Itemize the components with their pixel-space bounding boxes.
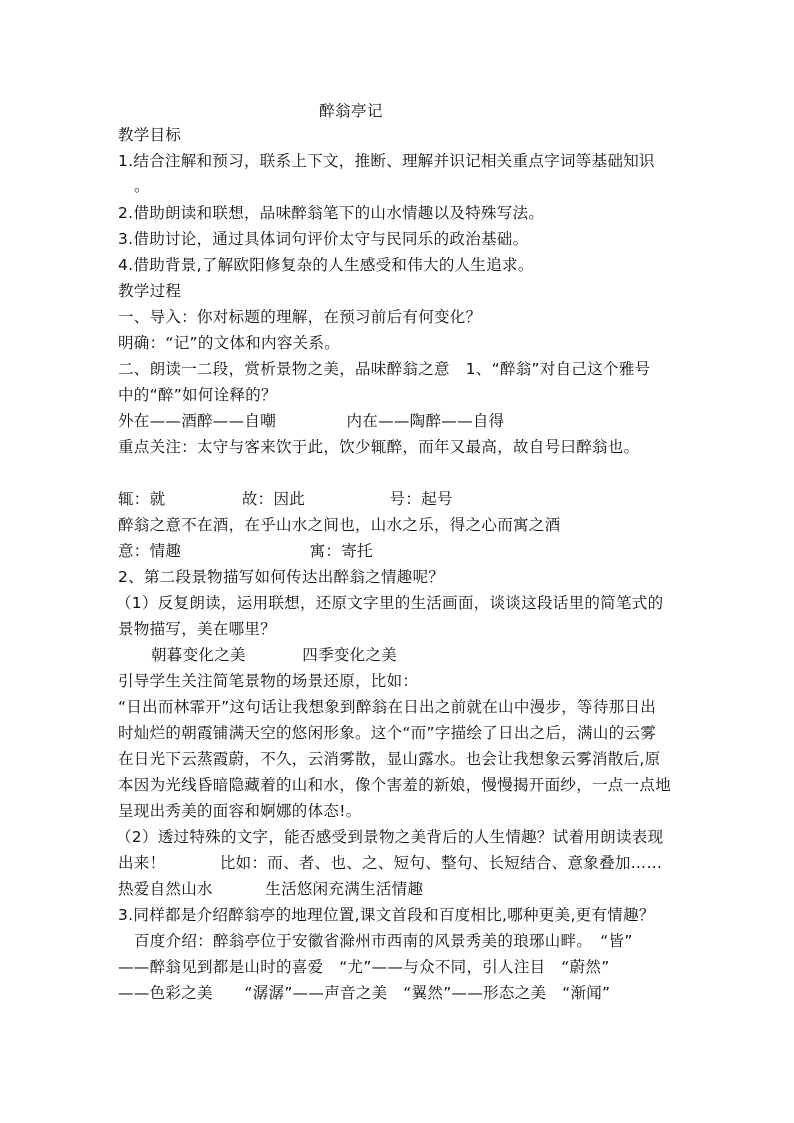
task-1: （1）反复朗读，运用联想，还原文字里的生活画面，谈谈这段话里的简笔式的 bbox=[116, 594, 664, 612]
goal-3: 3.借助讨论，通过具体词句评价太守与民同乐的政治基础。 bbox=[118, 230, 529, 248]
task-1-cont: 景物描写，美在哪里？ bbox=[118, 620, 277, 638]
heading-teaching-goals: 教学目标 bbox=[118, 126, 182, 144]
vocab-hao: 号：起号 bbox=[389, 490, 453, 508]
task-2: （2）透过特殊的文字，能否感受到景物之美背后的人生情趣？试着用朗读表现 bbox=[116, 828, 664, 846]
goal-4: 4.借助背景,了解欧阳修复杂的人生感受和伟大的人生追求。 bbox=[118, 256, 534, 274]
vocab-yi: 意：情趣 bbox=[118, 542, 182, 560]
para-1: “日出而林霏开”这句话让我想象到醉翁在日出之前就在山中漫步，等待那日出 bbox=[118, 698, 657, 716]
beauty-row bbox=[151, 645, 397, 665]
question-2: 2、第二段景物描写如何传达出醉翁之情趣呢？ bbox=[118, 568, 445, 586]
word-analysis-2: ——色彩之美 “潺潺”——声音之美 “翼然”——形态之美 “渐闻” bbox=[118, 984, 611, 1002]
section-intro: 一、导入：你对标题的理解，在预习前后有何变化？ bbox=[118, 308, 482, 326]
vocab-row-1 bbox=[118, 489, 453, 509]
para-2: 时灿烂的朝霞铺满天空的悠闲形象。这个“而”字描绘了日出之后，满山的云雾 bbox=[118, 724, 657, 742]
vocab-yu: 寓：寄托 bbox=[309, 542, 373, 560]
guide-students: 引导学生关注简笔景物的场景还原，比如： bbox=[118, 672, 419, 690]
para-4: 本因为光线昏暗隐藏着的山和水，像个害羞的新娘，慢慢揭开面纱，一点一点地 bbox=[118, 776, 672, 794]
outer-meaning: 外在——酒醉——自嘲 bbox=[118, 412, 277, 430]
section-two: 二、朗读一二段，赏析景物之美，品味醉翁之意 1、“醉翁”对自己这个雅号 bbox=[118, 360, 651, 378]
key-focus: 重点关注：太守与客来饮于此，饮少辄醉，而年又最高，故自号曰醉翁也。 bbox=[118, 438, 640, 456]
task-2-examples: 比如：而、者、也、之、短句、整句、长短结合、意象叠加…… bbox=[219, 854, 663, 872]
beauty-dawn-dusk: 朝暮变化之美 bbox=[151, 646, 246, 664]
love-nature: 热爱自然山水 bbox=[118, 880, 213, 898]
clarify-line: 明确：“记”的文体和内容关系。 bbox=[118, 334, 341, 352]
vocab-gu: 故：因此 bbox=[241, 490, 306, 508]
love-row bbox=[118, 879, 423, 899]
para-3: 在日光下云蒸霞蔚，不久，云消雾散，显山露水。也会让我想象云雾消散后,原 bbox=[118, 750, 661, 768]
outer-inner-row bbox=[118, 411, 505, 431]
goal-1-cont: 。 bbox=[134, 177, 150, 195]
vocab-zhe: 辄：就 bbox=[118, 490, 166, 508]
goal-1: 1.结合注解和预习，联系上下文，推断、理解并识记相关重点字词等基础知识 bbox=[118, 152, 655, 170]
baidu-intro: 百度介绍：醉翁亭位于安徽省滁州市西南的风景秀美的琅琊山畔。 “皆” bbox=[134, 932, 633, 950]
task-2-cont bbox=[118, 853, 662, 873]
para-5: 呈现出秀美的面容和婀娜的体态!。 bbox=[118, 802, 362, 820]
vocab-row-2 bbox=[118, 541, 373, 561]
goal-2: 2.借助朗读和联想，品味醉翁笔下的山水情趣以及特殊写法。 bbox=[118, 204, 545, 222]
question-3: 3.同样都是介绍醉翁亭的地理位置,课文首段和百度相比,哪种更美,更有情趣？ bbox=[118, 906, 655, 924]
section-two-cont: 中的“醉”如何诠释的？ bbox=[118, 386, 277, 404]
zuiweng-quote: 醉翁之意不在酒，在乎山水之间也，山水之乐，得之心而寓之酒 bbox=[118, 516, 561, 534]
leisure-life: 生活悠闲充满生活情趣 bbox=[265, 880, 424, 898]
inner-meaning: 内在——陶醉——自得 bbox=[346, 412, 505, 430]
heading-teaching-process: 教学过程 bbox=[118, 282, 182, 300]
task-2-out: 出来！ bbox=[118, 854, 166, 872]
beauty-seasons: 四季变化之美 bbox=[302, 646, 398, 664]
document-title: 醉翁亭记 bbox=[318, 102, 383, 120]
word-analysis-1: ——醉翁见到都是山时的喜爱 “尤”——与众不同，引人注目 “蔚然” bbox=[118, 958, 610, 976]
